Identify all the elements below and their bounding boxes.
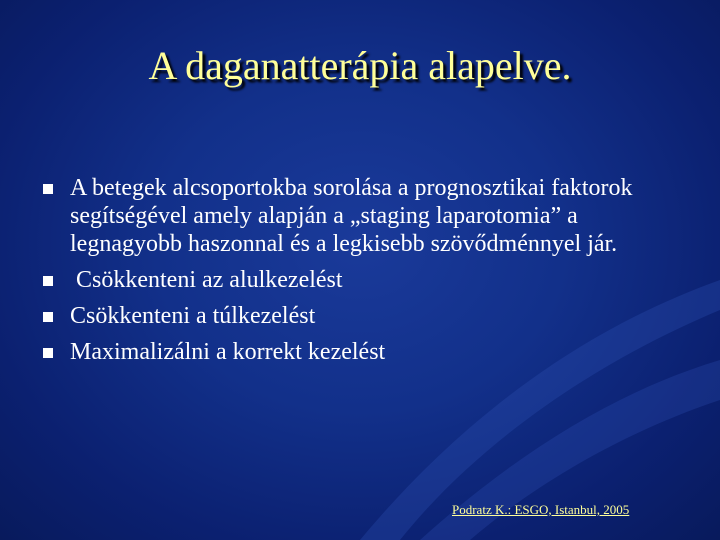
bullet-text: A betegek alcsoportokba sorolása a prognosztikai faktorok segítségével amely alapján a „staging laparotomia” a legnagyobb haszonnal és a legkisebb szövődménnyel jár. bbox=[70, 175, 633, 257]
bullet-list bbox=[42, 174, 682, 374]
square-bullet-icon bbox=[43, 184, 53, 194]
square-bullet-icon bbox=[43, 348, 53, 358]
bullet-text: Maximalizálni a korrekt kezelést bbox=[70, 339, 386, 365]
square-bullet-icon bbox=[43, 276, 53, 286]
square-bullet-icon bbox=[43, 312, 53, 322]
citation: Podratz K.: ESGO, Istanbul, 2005 bbox=[452, 502, 630, 517]
bullet-item bbox=[42, 174, 682, 258]
bullet-item bbox=[42, 338, 682, 366]
bullet-item bbox=[42, 302, 682, 330]
bullet-text: Csökkenteni a túlkezelést bbox=[70, 303, 316, 329]
bullet-item bbox=[42, 266, 682, 294]
bullet-text: Csökkenteni az alulkezelést bbox=[70, 267, 343, 293]
slide-title: A daganatterápia alapelve. bbox=[148, 43, 572, 88]
